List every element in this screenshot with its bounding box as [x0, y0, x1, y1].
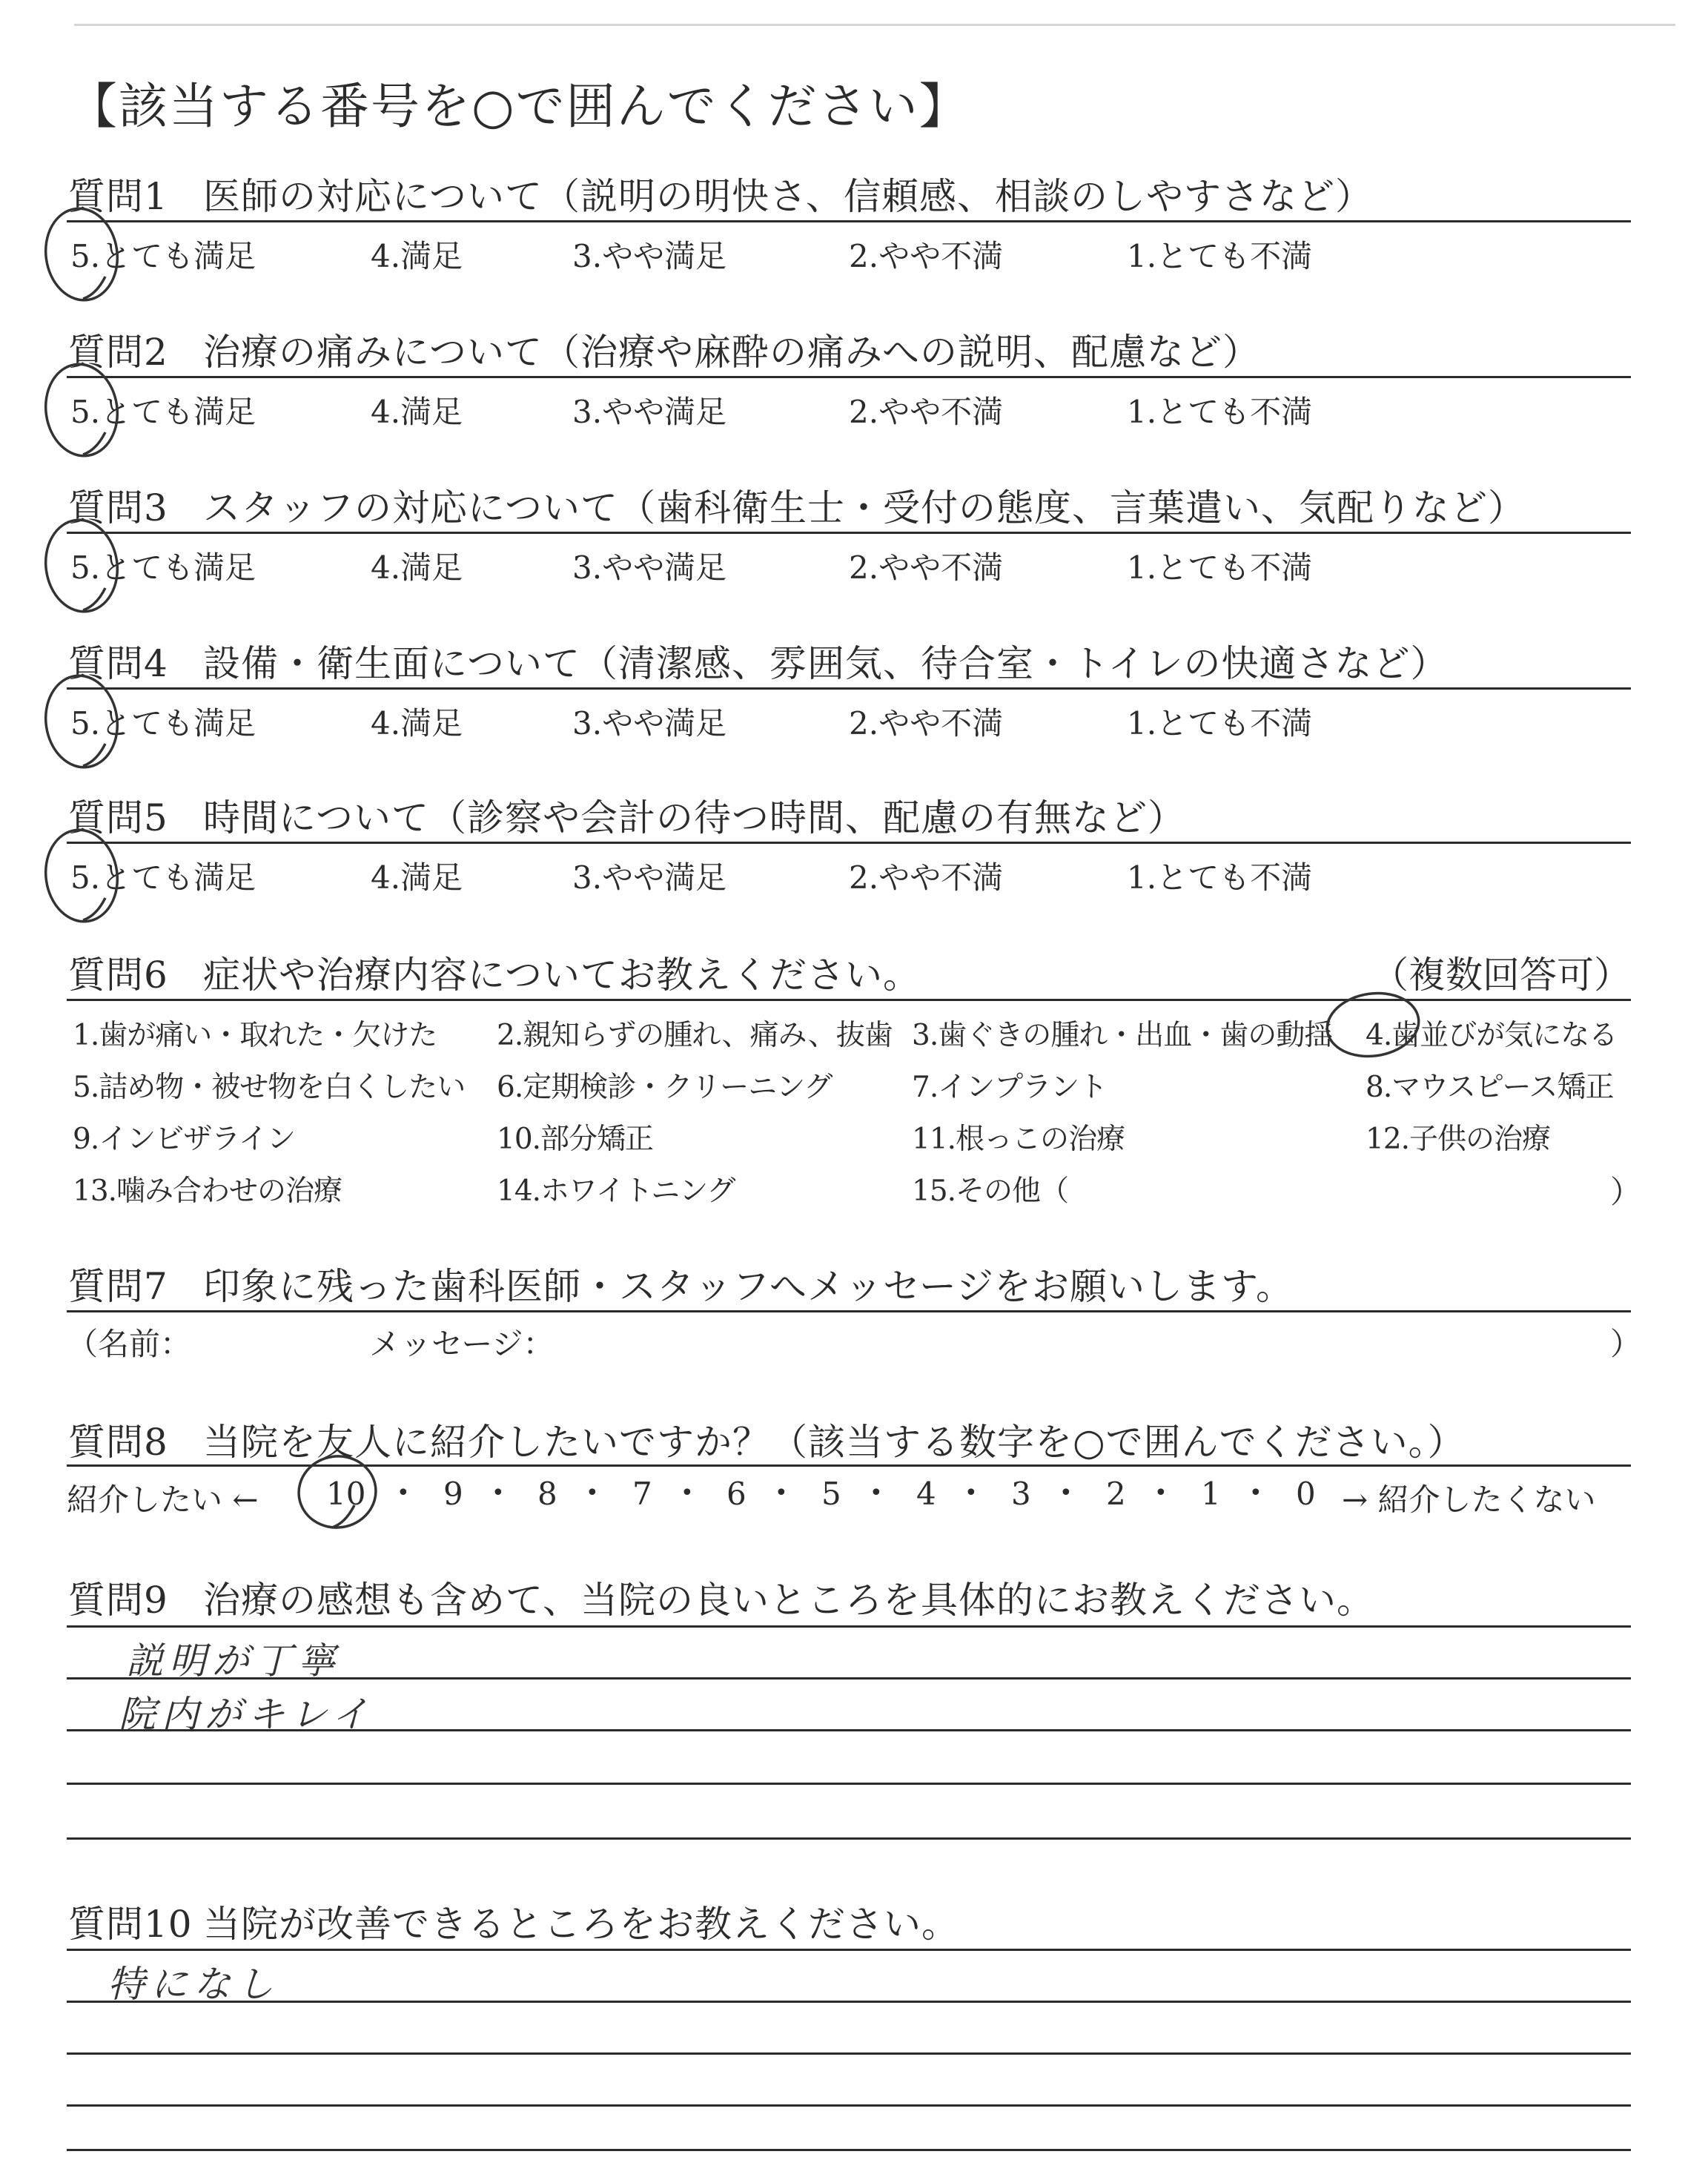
selection-circle-tail — [83, 277, 105, 299]
writing-line — [67, 2052, 1631, 2055]
scale-separator: • — [964, 1480, 978, 1506]
treatment-option-14[interactable]: 14.ホワイトニング — [497, 1175, 735, 1208]
rating-option-3[interactable]: 3.やや満足 — [572, 238, 727, 274]
question-text: 当院を友人に紹介したいですか？（該当する数字を○で囲んでください。） — [203, 1421, 1466, 1464]
treatment-option-15[interactable]: 15.その他（ — [912, 1175, 1069, 1208]
question-number: 質問4 — [68, 642, 168, 685]
rating-option-2[interactable]: 2.やや不満 — [849, 394, 1004, 430]
question-divider — [67, 1310, 1631, 1312]
question-6-title — [68, 945, 921, 999]
treatment-option-3[interactable]: 3.歯ぐきの腫れ・出血・歯の動揺 — [912, 1019, 1333, 1052]
top-border — [74, 24, 1675, 26]
rating-option-4[interactable]: 4.満足 — [371, 238, 463, 274]
question-10-title — [68, 1895, 959, 1948]
question-divider — [67, 376, 1631, 378]
rating-option-2[interactable]: 2.やや不満 — [849, 859, 1004, 896]
question-number: 質問6 — [68, 954, 168, 997]
scale-separator: • — [586, 1480, 599, 1506]
rating-option-1[interactable]: 1.とても不満 — [1127, 394, 1313, 430]
treatment-option-10[interactable]: 10.部分矯正 — [497, 1123, 654, 1156]
scale-separator: • — [1249, 1480, 1262, 1506]
writing-line — [67, 2104, 1631, 2107]
scale-value-5[interactable]: 5 — [821, 1476, 841, 1512]
rating-option-5[interactable]: 5.とても満足 — [70, 705, 256, 742]
scale-value-0[interactable]: 0 — [1296, 1476, 1316, 1512]
rating-option-4[interactable]: 4.満足 — [371, 549, 463, 586]
rating-option-5[interactable]: 5.とても満足 — [70, 394, 256, 430]
scale-separator: • — [491, 1480, 505, 1506]
question-text: 医師の対応について（説明の明快さ、信頼感、相談のしやすさなど） — [203, 175, 1373, 218]
name-label: （名前： — [67, 1326, 192, 1362]
selection-circle-tail — [83, 898, 105, 920]
rating-option-3[interactable]: 3.やや満足 — [572, 705, 727, 742]
rating-option-3[interactable]: 3.やや満足 — [572, 549, 727, 586]
scale-separator: • — [1059, 1480, 1073, 1506]
treatment-option-12[interactable]: 12.子供の治療 — [1366, 1123, 1551, 1156]
rating-option-5[interactable]: 5.とても満足 — [70, 238, 256, 274]
scale-value-7[interactable]: 7 — [632, 1476, 652, 1512]
question-divider — [67, 1464, 1631, 1467]
handwritten-answer: 説明が丁寧 — [126, 1639, 341, 1682]
treatment-option-1[interactable]: 1.歯が痛い・取れた・欠けた — [73, 1019, 437, 1052]
question-divider — [67, 687, 1631, 690]
scale-separator: • — [775, 1480, 788, 1506]
question-divider — [67, 532, 1631, 534]
rating-option-4[interactable]: 4.満足 — [371, 859, 463, 896]
handwritten-answer: 院内がキレイ — [119, 1693, 374, 1736]
question-9-title — [68, 1571, 1374, 1624]
question-text: 設備・衛生面について（清潔感、雰囲気、待合室・トイレの快適さなど） — [203, 642, 1449, 685]
selection-circle-tail — [83, 588, 105, 610]
scale-value-10[interactable]: 10 — [326, 1476, 366, 1512]
rating-option-5[interactable]: 5.とても満足 — [70, 859, 256, 896]
treatment-option-9[interactable]: 9.インビザライン — [73, 1123, 296, 1156]
handwritten-answer: 特になし — [107, 1963, 279, 2006]
scale-value-6[interactable]: 6 — [726, 1476, 747, 1512]
question-number: 質問9 — [68, 1579, 168, 1622]
question-2-title — [68, 323, 1260, 376]
question-5-title — [68, 788, 1185, 842]
scale-value-8[interactable]: 8 — [537, 1476, 557, 1512]
treatment-option-6[interactable]: 6.定期検診・クリーニング — [497, 1071, 833, 1104]
treatment-option-8[interactable]: 8.マウスピース矯正 — [1366, 1071, 1614, 1104]
question-number: 質問5 — [68, 796, 168, 839]
not-recommend-label: → 紹介したくない — [1342, 1482, 1596, 1518]
question-number: 質問8 — [68, 1421, 168, 1464]
treatment-option-11[interactable]: 11.根っこの治療 — [912, 1123, 1125, 1156]
rating-option-4[interactable]: 4.満足 — [371, 394, 463, 430]
question-4-title — [68, 634, 1449, 687]
multiple-answers-note: （複数回答可） — [1371, 954, 1631, 997]
rating-option-2[interactable]: 2.やや不満 — [849, 238, 1004, 274]
question-number: 質問7 — [68, 1265, 168, 1308]
scale-separator: • — [681, 1480, 694, 1506]
other-closing-paren: ） — [1610, 1174, 1642, 1210]
rating-option-5[interactable]: 5.とても満足 — [70, 549, 256, 586]
question-divider — [67, 220, 1631, 222]
question-number: 質問3 — [68, 486, 168, 529]
question-text: 印象に残った歯科医師・スタッフへメッセージをお願いします。 — [203, 1265, 1294, 1308]
rating-option-1[interactable]: 1.とても不満 — [1127, 549, 1313, 586]
recommend-label: 紹介したい ← — [67, 1482, 259, 1518]
writing-line — [67, 1837, 1631, 1840]
rating-option-4[interactable]: 4.満足 — [371, 705, 463, 742]
question-number: 質問1 — [68, 175, 168, 218]
question-number: 質問2 — [68, 331, 168, 374]
scale-value-1[interactable]: 1 — [1201, 1476, 1221, 1512]
question-text: スタッフの対応について（歯科衛生士・受付の態度、言葉遣い、気配りなど） — [203, 486, 1526, 529]
writing-line — [67, 1949, 1631, 1951]
scale-separator: • — [397, 1480, 410, 1506]
question-text: 治療の痛みについて（治療や麻酔の痛みへの説明、配慮など） — [203, 331, 1260, 374]
scale-value-9[interactable]: 9 — [443, 1476, 463, 1512]
treatment-option-4[interactable]: 4.歯並びが気になる — [1366, 1019, 1618, 1052]
question-3-title — [68, 478, 1526, 532]
rating-option-1[interactable]: 1.とても不満 — [1127, 238, 1313, 274]
rating-option-3[interactable]: 3.やや満足 — [572, 394, 727, 430]
rating-option-2[interactable]: 2.やや不満 — [849, 549, 1004, 586]
scale-separator: • — [870, 1480, 883, 1506]
selection-circle-tail — [83, 432, 105, 455]
message-label: メッセージ： — [369, 1326, 555, 1362]
question-text: 時間について（診察や会計の待つ時間、配慮の有無など） — [203, 796, 1185, 839]
treatment-option-7[interactable]: 7.インプラント — [912, 1071, 1108, 1104]
selection-circle-tail — [83, 744, 105, 766]
question-divider — [67, 999, 1631, 1001]
writing-line — [67, 2001, 1631, 2003]
question-7-title — [68, 1257, 1294, 1310]
question-8-title — [68, 1413, 1466, 1466]
treatment-option-5[interactable]: 5.詰め物・被せ物を白くしたい — [73, 1071, 466, 1104]
question-text: 症状や治療内容についてお教えください。 — [203, 954, 921, 997]
treatment-option-2[interactable]: 2.親知らずの腫れ、痛み、抜歯 — [497, 1019, 893, 1052]
rating-option-1[interactable]: 1.とても不満 — [1127, 859, 1313, 896]
form-header: 【該当する番号を○で囲んでください】 — [68, 78, 970, 135]
question-1-title — [68, 167, 1373, 220]
message-closing-paren: ） — [1610, 1326, 1642, 1362]
rating-option-3[interactable]: 3.やや満足 — [572, 859, 727, 896]
scale-value-4[interactable]: 4 — [916, 1476, 936, 1512]
rating-option-2[interactable]: 2.やや不満 — [849, 705, 1004, 742]
question-text: 治療の感想も含めて、当院の良いところを具体的にお教えください。 — [203, 1579, 1374, 1622]
question-text: 当院が改善できるところをお教えください。 — [203, 1903, 959, 1946]
writing-line — [67, 2149, 1631, 2151]
scale-value-3[interactable]: 3 — [1011, 1476, 1031, 1512]
question-divider — [67, 842, 1631, 844]
scale-value-2[interactable]: 2 — [1106, 1476, 1126, 1512]
question-number: 質問10 — [68, 1903, 193, 1946]
rating-option-1[interactable]: 1.とても不満 — [1127, 705, 1313, 742]
scale-separator: • — [1154, 1480, 1168, 1506]
treatment-option-13[interactable]: 13.噛み合わせの治療 — [73, 1175, 342, 1208]
writing-line — [67, 1625, 1631, 1628]
writing-line — [67, 1783, 1631, 1785]
